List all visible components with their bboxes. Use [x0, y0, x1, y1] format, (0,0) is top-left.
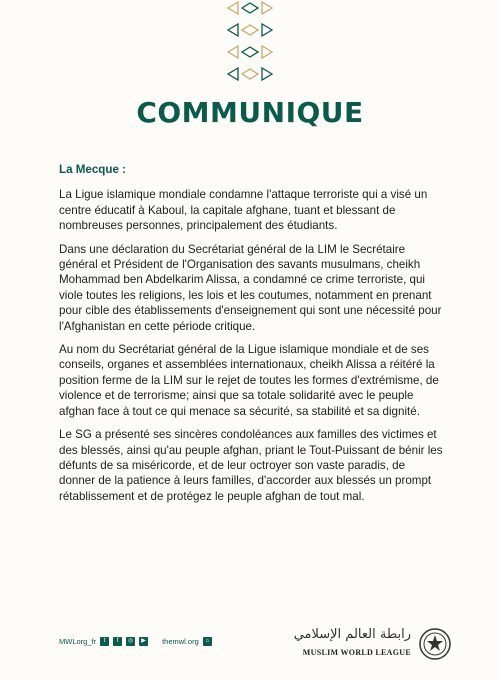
paragraph-3: Au nom du Secrétariat général de la Ligue islamique mondiale et de ses conseils, organes et assemblées internationaux, cheikh Alissa a réitéré la position ferme de la LIM sur le rejet de toutes les formes d'extrémisme, de violence et de terrorisme; ainsi que sa totale solidarité avec le peuple afghan face à tout ce qui menace sa sécurité, sa stabilité et sa dignité.: [59, 343, 439, 418]
communique-body: [59, 162, 443, 512]
page-title: COMMUNIQUE: [136, 96, 364, 129]
paragraph-4: Le SG a présenté ses sincères condoléances aux familles des victimes et des blessés, ainsi qu'au peuple afghan, priant le Tout-Puissant de bénir les défunts de sa miséricorde, et de leur octroyer son vaste paradis, de donner de la patience à leurs familles, d'accorder aux blessés un prompt rétablissement et de protégez le peuple afghan de tout mal.: [59, 428, 443, 503]
website-link[interactable]: themwl.org: [162, 637, 199, 646]
social-handle[interactable]: MWLorg_fr: [59, 637, 97, 646]
decorative-ornament: [222, 0, 278, 96]
social-links: [59, 637, 212, 646]
mwl-emblem-icon: [419, 628, 451, 660]
facebook-icon[interactable]: f: [113, 637, 122, 646]
twitter-icon[interactable]: t: [100, 637, 109, 646]
instagram-icon[interactable]: ◎: [127, 638, 134, 644]
youtube-icon[interactable]: ▶: [139, 637, 148, 646]
mwl-logo: [275, 626, 451, 662]
org-name-arabic: رابطة العالم الإسلامي: [293, 627, 411, 642]
paragraph-2: Dans une déclaration du Secrétariat général de la LIM le Secrétaire général et Président de l'Organisation des savants musulmans, cheikh Mohammad ben Abdelkarim Alissa, a condamné ce crime terroriste, qui viole toutes les religions, les lois et les coutumes, notamment en prenant pour cible des établissements d'enseignement qui sont une nécessité pour l'Afghanistan en cette période critique.: [59, 242, 442, 333]
website-icon[interactable]: ⌂: [203, 637, 212, 646]
dateline: La Mecque :: [59, 163, 126, 176]
org-name-english: MUSLIM WORLD LEAGUE: [302, 648, 411, 657]
paragraph-1: La Ligue islamique mondiale condamne l'attaque terroriste qui a visé un centre éducatif à Kaboul, la capitale afghane, tuant et blessant de nombreuses personnes, principalement des étudiants.: [59, 188, 428, 233]
footer: [59, 626, 451, 662]
